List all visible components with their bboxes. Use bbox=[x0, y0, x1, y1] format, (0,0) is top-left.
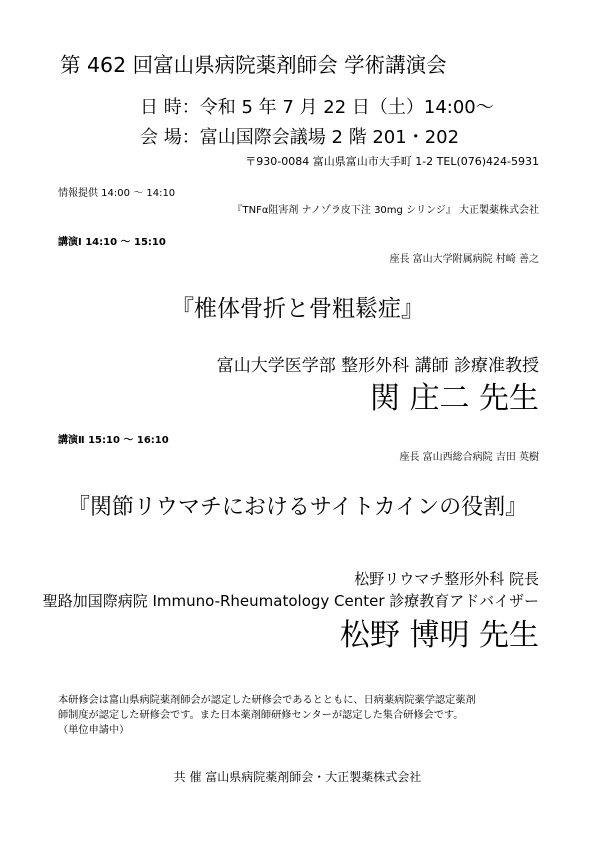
lecture1-speaker-name: 関 庄二 先生 bbox=[369, 381, 539, 416]
lecture1-time: 講演Ⅰ 14:10 ～ 15:10 bbox=[58, 237, 166, 248]
notice-line: 師制度が認定した研修会です。また日本薬剤師研修センターが認定した集合研修会です。 bbox=[58, 710, 464, 721]
notice-line: 本研修会は富山県病院薬剤師会が認定した研修会であるとともに、日病薬病院薬学認定薬剤 bbox=[58, 695, 476, 706]
date-row bbox=[140, 93, 494, 119]
info-provision-time: 情報提供 14:00 ～ 14:10 bbox=[58, 188, 176, 199]
event-title: 第 462 回富山県病院薬剤師会 学術講演会 bbox=[60, 53, 447, 77]
lecture1-chair: 座長 富山大学附属病院 村崎 善之 bbox=[389, 254, 539, 265]
lecture2-speaker-affiliation-1: 松野リウマチ整形外科 院長 bbox=[354, 570, 539, 588]
lecture1-title: 『椎体骨折と骨粗鬆症』 bbox=[171, 296, 424, 322]
date-label: 日 時： bbox=[140, 97, 200, 118]
lecture2-chair: 座長 富山西総合病院 吉田 英樹 bbox=[399, 452, 539, 463]
lecture1-speaker-affiliation: 富山大学医学部 整形外科 講師 診療准教授 bbox=[216, 356, 539, 376]
info-provision-sponsor: 『TNFα阻害剤 ナノゾラ皮下注 30mg シリンジ』 大正製薬株式会社 bbox=[232, 205, 539, 216]
lecture2-title: 『関節リウマチにおけるサイトカインの役割』 bbox=[67, 495, 528, 520]
venue-value: 富山国際会議場 2 階 201・202 bbox=[199, 127, 460, 148]
lecture2-speaker-affiliation-2: 聖路加国際病院 Immuno-Rheumatology Center 診療教育アドバイザー bbox=[42, 592, 539, 610]
accreditation-notice bbox=[58, 693, 548, 738]
lecture2-time: 講演Ⅱ 15:10 ～ 16:10 bbox=[58, 435, 169, 446]
date-value: 令和 5 年 7 月 22 日（土）14:00～ bbox=[199, 97, 494, 118]
lecture2-speaker-name: 松野 博明 先生 bbox=[339, 618, 539, 653]
venue-address: 〒930-0084 富山県富山市大手町 1-2 TEL(076)424-5931 bbox=[245, 155, 539, 168]
notice-line: （単位申請中） bbox=[58, 725, 130, 736]
venue-label: 会 場： bbox=[140, 127, 200, 148]
venue-row bbox=[140, 123, 459, 149]
co-host: 共 催 富山県病院薬剤師会・大正製薬株式会社 bbox=[173, 770, 422, 784]
